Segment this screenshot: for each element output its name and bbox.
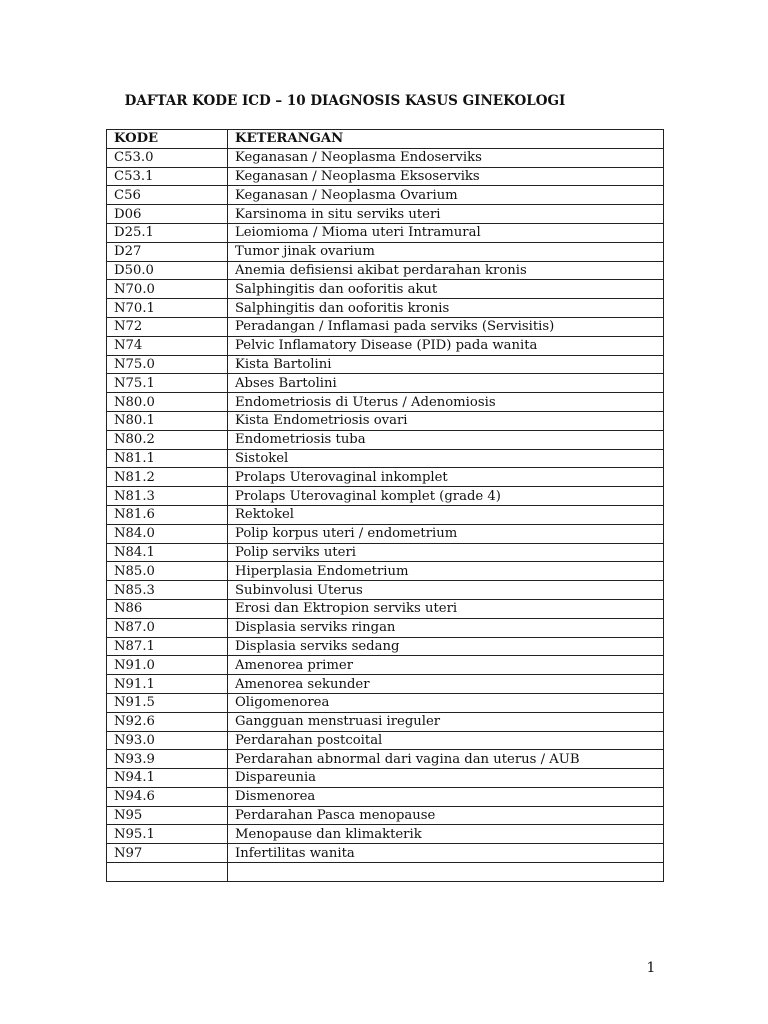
table-row xyxy=(107,844,664,863)
table-row xyxy=(107,806,664,825)
description-cell: Sistokel xyxy=(228,449,664,468)
table-row xyxy=(107,524,664,543)
description-cell: Gangguan menstruasi ireguler xyxy=(228,712,664,731)
description-cell: Tumor jinak ovarium xyxy=(228,242,664,261)
table-row xyxy=(107,637,664,656)
description-cell: Prolaps Uterovaginal inkomplet xyxy=(228,468,664,487)
table-row xyxy=(107,562,664,581)
table-row xyxy=(107,186,664,205)
description-cell: Perdarahan Pasca menopause xyxy=(228,806,664,825)
description-cell: Oligomenorea xyxy=(228,693,664,712)
code-cell: N81.1 xyxy=(107,449,228,468)
table-row xyxy=(107,825,664,844)
table-row xyxy=(107,731,664,750)
table-row xyxy=(107,675,664,694)
code-cell xyxy=(107,863,228,882)
code-cell: C53.1 xyxy=(107,167,228,186)
code-cell: N94.1 xyxy=(107,769,228,788)
description-cell: Peradangan / Inflamasi pada serviks (Servisitis) xyxy=(228,317,664,336)
table-row xyxy=(107,167,664,186)
description-cell: Pelvic Inflamatory Disease (PID) pada wanita xyxy=(228,336,664,355)
description-cell: Infertilitas wanita xyxy=(228,844,664,863)
table-row xyxy=(107,261,664,280)
table-row xyxy=(107,411,664,430)
description-cell: Polip serviks uteri xyxy=(228,543,664,562)
table-row xyxy=(107,505,664,524)
code-cell: N74 xyxy=(107,336,228,355)
table-row xyxy=(107,581,664,600)
description-cell: Keganasan / Neoplasma Eksoserviks xyxy=(228,167,664,186)
table-body xyxy=(107,148,664,881)
description-cell: Kista Endometriosis ovari xyxy=(228,411,664,430)
table-row xyxy=(107,430,664,449)
page-number: 1 xyxy=(646,960,656,976)
code-cell: N91.5 xyxy=(107,693,228,712)
description-cell: Dispareunia xyxy=(228,769,664,788)
code-cell: N86 xyxy=(107,599,228,618)
column-header-kode: KODE xyxy=(107,130,228,149)
table-row xyxy=(107,223,664,242)
description-cell: Perdarahan postcoital xyxy=(228,731,664,750)
table-row xyxy=(107,355,664,374)
description-cell: Menopause dan klimakterik xyxy=(228,825,664,844)
table-row xyxy=(107,599,664,618)
code-cell: C56 xyxy=(107,186,228,205)
description-cell: Erosi dan Ektropion serviks uteri xyxy=(228,599,664,618)
code-cell: N80.0 xyxy=(107,393,228,412)
code-cell: D50.0 xyxy=(107,261,228,280)
description-cell: Perdarahan abnormal dari vagina dan uterus / AUB xyxy=(228,750,664,769)
code-cell: N72 xyxy=(107,317,228,336)
code-cell: N84.0 xyxy=(107,524,228,543)
table-row xyxy=(107,693,664,712)
code-cell: N85.0 xyxy=(107,562,228,581)
code-cell: N84.1 xyxy=(107,543,228,562)
table-row xyxy=(107,317,664,336)
table-row xyxy=(107,487,664,506)
description-cell: Amenorea sekunder xyxy=(228,675,664,694)
description-cell: Prolaps Uterovaginal komplet (grade 4) xyxy=(228,487,664,506)
table-row xyxy=(107,750,664,769)
table-row xyxy=(107,543,664,562)
description-cell: Salphingitis dan ooforitis akut xyxy=(228,280,664,299)
description-cell: Endometriosis di Uterus / Adenomiosis xyxy=(228,393,664,412)
code-cell: D27 xyxy=(107,242,228,261)
description-cell: Rektokel xyxy=(228,505,664,524)
description-cell xyxy=(228,863,664,882)
code-cell: N80.1 xyxy=(107,411,228,430)
code-cell: N70.1 xyxy=(107,299,228,318)
table-row xyxy=(107,712,664,731)
column-header-keterangan: KETERANGAN xyxy=(228,130,664,149)
description-cell: Keganasan / Neoplasma Endoserviks xyxy=(228,148,664,167)
code-cell: N95 xyxy=(107,806,228,825)
description-cell: Displasia serviks sedang xyxy=(228,637,664,656)
code-cell: N92.6 xyxy=(107,712,228,731)
code-cell: C53.0 xyxy=(107,148,228,167)
code-cell: N91.0 xyxy=(107,656,228,675)
table-row xyxy=(107,280,664,299)
page-title: DAFTAR KODE ICD – 10 DIAGNOSIS KASUS GINEKOLOGI xyxy=(124,93,566,109)
code-cell: N75.1 xyxy=(107,374,228,393)
table-header-row xyxy=(107,130,664,149)
description-cell: Hiperplasia Endometrium xyxy=(228,562,664,581)
table-row xyxy=(107,787,664,806)
description-cell: Karsinoma in situ serviks uteri xyxy=(228,205,664,224)
description-cell: Amenorea primer xyxy=(228,656,664,675)
code-cell: N80.2 xyxy=(107,430,228,449)
table-row xyxy=(107,299,664,318)
icd-code-table xyxy=(106,129,664,882)
table-row xyxy=(107,242,664,261)
table-row xyxy=(107,393,664,412)
table-row xyxy=(107,769,664,788)
description-cell: Polip korpus uteri / endometrium xyxy=(228,524,664,543)
table-row xyxy=(107,468,664,487)
code-cell: N85.3 xyxy=(107,581,228,600)
description-cell: Abses Bartolini xyxy=(228,374,664,393)
code-cell: N93.0 xyxy=(107,731,228,750)
description-cell: Dismenorea xyxy=(228,787,664,806)
table-row xyxy=(107,863,664,882)
code-cell: N75.0 xyxy=(107,355,228,374)
code-cell: N81.2 xyxy=(107,468,228,487)
table-row xyxy=(107,656,664,675)
code-cell: N94.6 xyxy=(107,787,228,806)
table-row xyxy=(107,374,664,393)
code-cell: D25.1 xyxy=(107,223,228,242)
table-row xyxy=(107,618,664,637)
code-cell: N70.0 xyxy=(107,280,228,299)
description-cell: Leiomioma / Mioma uteri Intramural xyxy=(228,223,664,242)
code-cell: N81.6 xyxy=(107,505,228,524)
description-cell: Kista Bartolini xyxy=(228,355,664,374)
description-cell: Salphingitis dan ooforitis kronis xyxy=(228,299,664,318)
code-cell: N87.0 xyxy=(107,618,228,637)
table-row xyxy=(107,205,664,224)
description-cell: Displasia serviks ringan xyxy=(228,618,664,637)
code-cell: D06 xyxy=(107,205,228,224)
description-cell: Subinvolusi Uterus xyxy=(228,581,664,600)
code-cell: N87.1 xyxy=(107,637,228,656)
code-cell: N95.1 xyxy=(107,825,228,844)
description-cell: Keganasan / Neoplasma Ovarium xyxy=(228,186,664,205)
description-cell: Endometriosis tuba xyxy=(228,430,664,449)
table-row xyxy=(107,336,664,355)
description-cell: Anemia defisiensi akibat perdarahan kronis xyxy=(228,261,664,280)
code-cell: N91.1 xyxy=(107,675,228,694)
table-row xyxy=(107,148,664,167)
code-cell: N93.9 xyxy=(107,750,228,769)
table-row xyxy=(107,449,664,468)
code-cell: N81.3 xyxy=(107,487,228,506)
code-cell: N97 xyxy=(107,844,228,863)
